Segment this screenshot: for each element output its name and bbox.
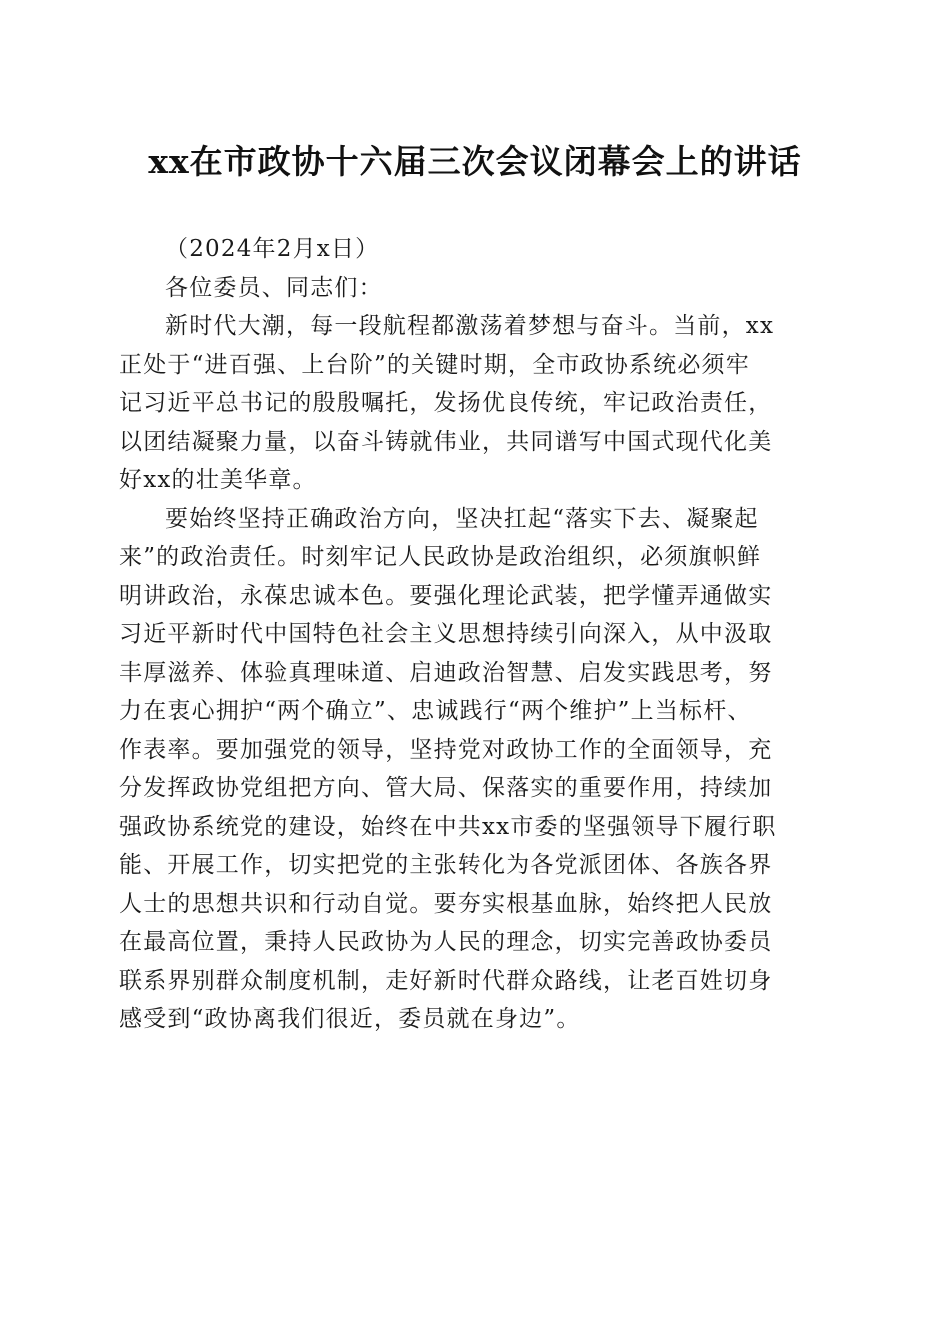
paragraph-1 — [119, 307, 829, 500]
document-body — [119, 230, 829, 1039]
paragraph-line: 来”的政治责任。时刻牢记人民政协是政治组织，必须旗帜鲜 — [119, 544, 762, 570]
paragraph-line: 人士的思想共识和行动自觉。要夯实根基血脉，始终把人民放 — [119, 890, 773, 917]
paragraph-line: 丰厚滋养、体验真理味道、启迪政治智慧、启发实践思考，努 — [119, 659, 773, 686]
paragraph-line: 能、开展工作，切实把党的主张转化为各党派团体、各族各界 — [119, 852, 773, 878]
paragraph-line: 以团结凝聚力量，以奋斗铸就伟业，共同谱写中国式现代化美 — [119, 428, 773, 455]
paragraph-line: 力在衷心拥护“两个确立”、忠诚践行“两个维护”上当标杆、 — [119, 698, 752, 724]
paragraph-line: 要始终坚持正确政治方向，坚决扛起“落实下去、凝聚起 — [165, 505, 759, 532]
paragraph-line: 正处于“进百强、上台阶”的关键时期，全市政协系统必须牢 — [119, 351, 750, 378]
paragraph-2 — [119, 500, 829, 1039]
paragraph-line: 在最高位置，秉持人民政协为人民的理念，切实完善政协委员 — [119, 929, 773, 955]
paragraph-line: 新时代大潮，每一段航程都激荡着梦想与奋斗。当前，xx — [165, 313, 775, 339]
salutation-text: 各位委员、同志们： — [165, 274, 383, 301]
paragraph-line: 强政协系统党的建设，始终在中共xx市委的坚强领导下履行职 — [119, 813, 777, 840]
document-title: xx在市政协十六届三次会议闭幕会上的讲话 — [148, 142, 802, 181]
paragraph-line: 作表率。要加强党的领导，坚持党对政协工作的全面领导，充 — [119, 736, 773, 763]
date-text: （2024年2月x日） — [165, 236, 380, 262]
paragraph-line: 习近平新时代中国特色社会主义思想持续引向深入，从中汲取 — [119, 621, 773, 647]
paragraph-line: 感受到“政协离我们很近，委员就在身边”。 — [119, 1006, 581, 1032]
paragraph-line: 记习近平总书记的殷殷嘱托，发扬优良传统，牢记政治责任， — [119, 390, 773, 416]
paragraph-line: 好xx的壮美华章。 — [119, 467, 317, 493]
salutation-line — [119, 269, 829, 308]
date-line — [119, 230, 829, 269]
paragraph-line: 明讲政治，永葆忠诚本色。要强化理论武装，把学懂弄通做实 — [119, 582, 773, 609]
paragraph-line: 分发挥政协党组把方向、管大局、保落实的重要作用，持续加 — [119, 775, 773, 801]
paragraph-line: 联系界别群众制度机制，走好新时代群众路线，让老百姓切身 — [119, 967, 773, 994]
